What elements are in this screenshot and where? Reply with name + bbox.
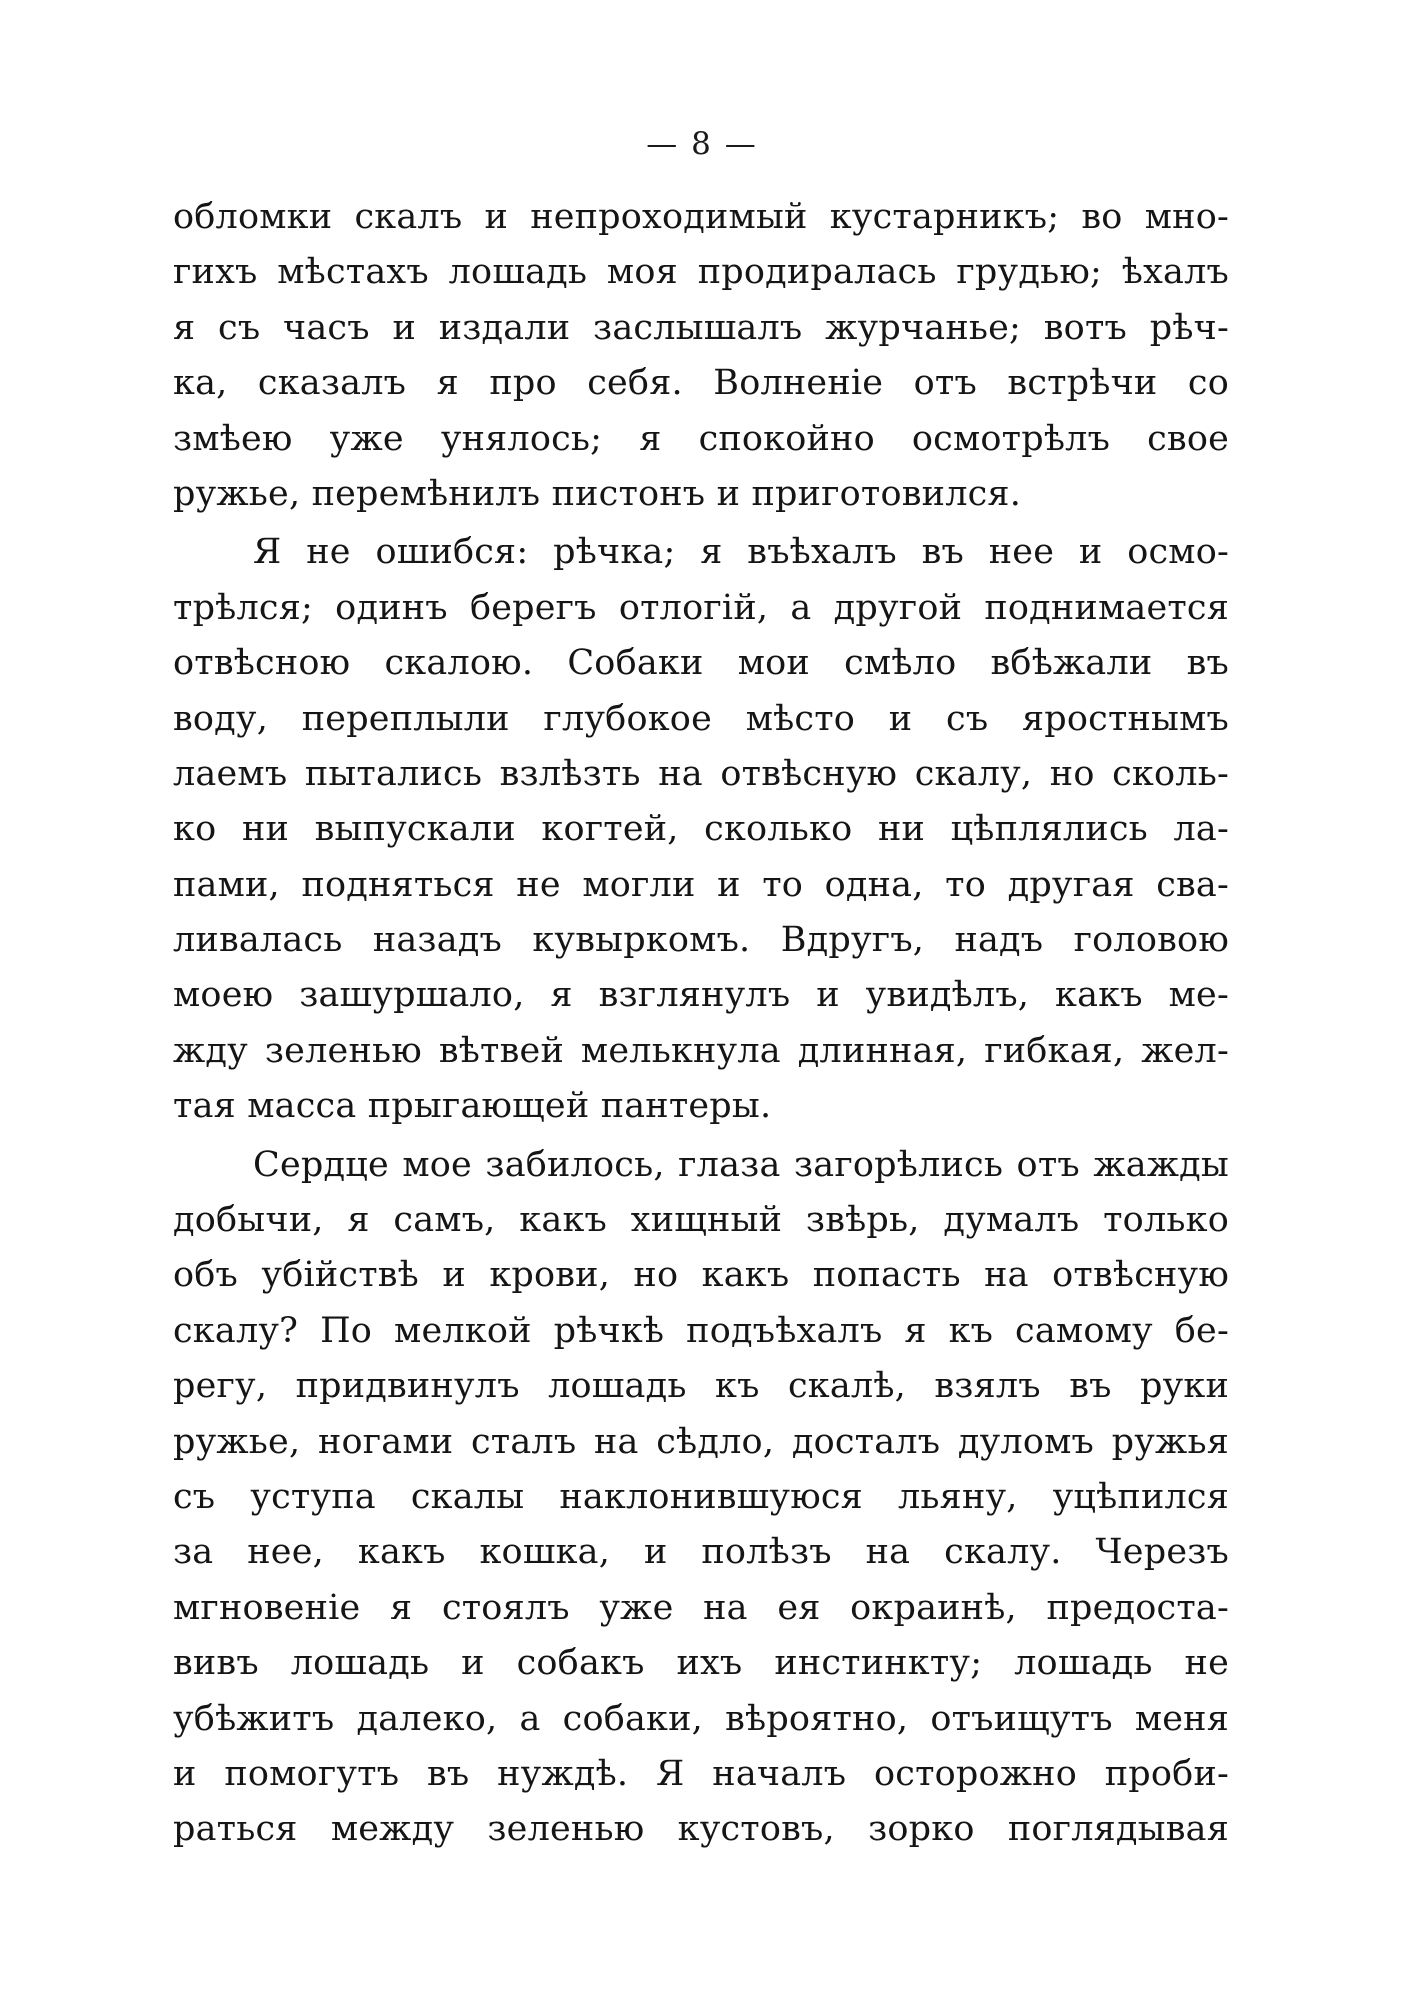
text-line: регу, придвинулъ лошадь къ скалѣ, взялъ въ руки xyxy=(173,1366,1229,1407)
text-line: жду зеленью вѣтвей мелькнула длинная, гибкая, жел- xyxy=(173,1030,1229,1071)
text-line: тая масса прыгающей пантеры. xyxy=(173,1086,772,1127)
text-line: ружье, ногами сталъ на сѣдло, досталъ дуломъ ружья xyxy=(173,1421,1229,1462)
text-line: змѣею уже унялось; я спокойно осмотрѣлъ свое xyxy=(173,418,1229,459)
text-line: лаемъ пытались взлѣзть на отвѣсную скалу, но сколь- xyxy=(173,753,1229,794)
text-line: скалу? По мелкой рѣчкѣ подъѣхалъ я къ самому бе- xyxy=(173,1310,1229,1351)
text-line: вивъ лошадь и собакъ ихъ инстинкту; лошадь не xyxy=(173,1643,1229,1684)
text-line: ко ни выпускали когтей, сколько ни цѣплялись ла- xyxy=(173,809,1229,850)
text-line: трѣлся; одинъ берегъ отлогій, а другой поднимается xyxy=(173,587,1229,628)
body-text xyxy=(173,190,1229,1858)
text-line: отвѣсною скалою. Собаки мои смѣло вбѣжали въ xyxy=(173,643,1229,684)
text-line: мгновеніе я стоялъ уже на ея окраинѣ, предоста- xyxy=(173,1587,1229,1628)
text-line: и помогутъ въ нуждѣ. Я началъ осторожно проби- xyxy=(173,1753,1229,1794)
text-line: Сердце мое забилось, глаза загорѣлись отъ жажды xyxy=(253,1144,1229,1185)
text-line: Я не ошибся: рѣчка; я въѣхалъ въ нее и осмо- xyxy=(253,532,1229,573)
page-number: — 8 — xyxy=(646,126,758,162)
text-line: гихъ мѣстахъ лошадь моя продиралась грудью; ѣхалъ xyxy=(173,252,1229,293)
text-line: объ убійствѣ и крови, но какъ попасть на отвѣсную xyxy=(173,1255,1229,1296)
text-line: воду, переплыли глубокое мѣсто и съ яростнымъ xyxy=(173,698,1229,739)
text-line: моею зашуршало, я взглянулъ и увидѣлъ, какъ ме- xyxy=(173,975,1229,1016)
text-line: раться между зеленью кустовъ, зорко поглядывая xyxy=(173,1809,1229,1850)
text-line: обломки скалъ и непроходимый кустарникъ; во мно- xyxy=(173,197,1229,237)
text-line: ливалась назадъ кувыркомъ. Вдругъ, надъ головою xyxy=(173,920,1229,961)
text-line: я съ часъ и издали заслышалъ журчанье; вотъ рѣч- xyxy=(173,307,1229,348)
text-line: ка, сказалъ я про себя. Волненіе отъ встрѣчи со xyxy=(173,363,1229,404)
text-line: добычи, я самъ, какъ хищный звѣрь, думалъ только xyxy=(173,1200,1229,1241)
text-line: убѣжитъ далеко, а собаки, вѣроятно, отъищутъ меня xyxy=(173,1698,1229,1739)
text-line: пами, подняться не могли и то одна, то другая сва- xyxy=(173,864,1229,905)
text-line: ружье, перемѣнилъ пистонъ и приготовился. xyxy=(173,473,1022,514)
text-line: за нее, какъ кошка, и полѣзъ на скалу. Черезъ xyxy=(173,1532,1229,1573)
text-line: съ уступа скалы наклонившуюся льяну, уцѣпился xyxy=(173,1476,1229,1517)
